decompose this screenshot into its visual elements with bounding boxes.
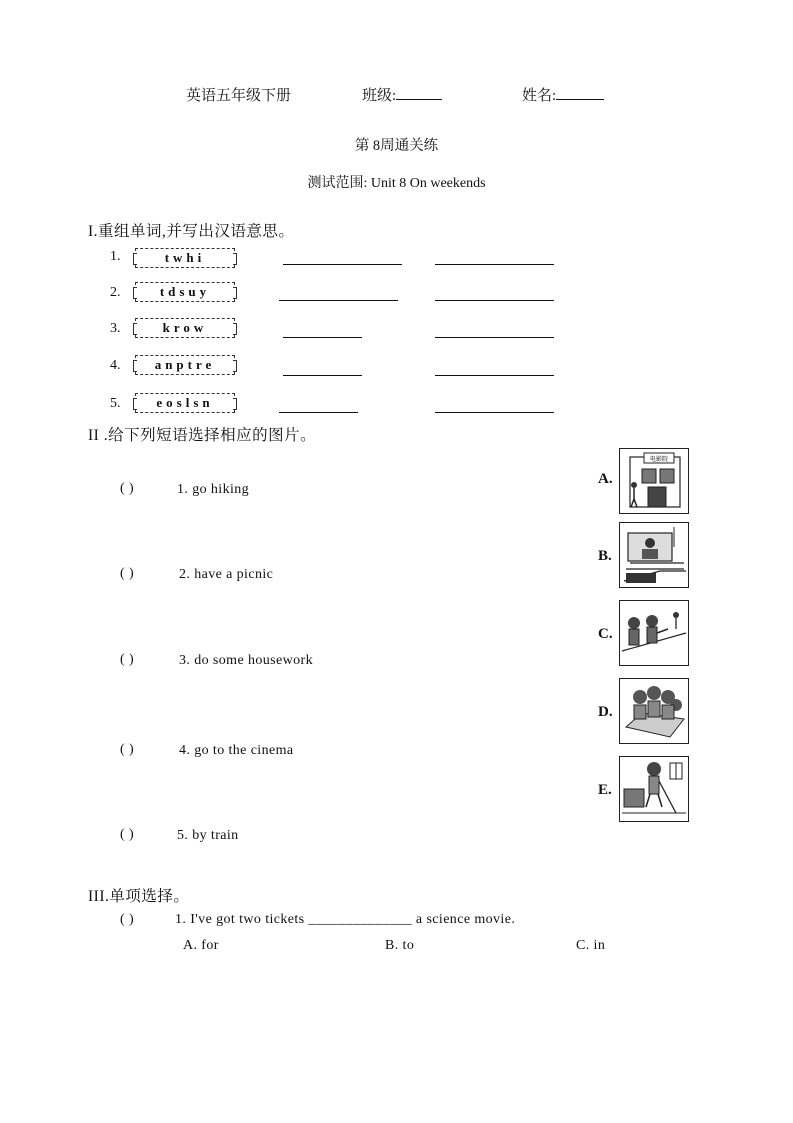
section1-heading: I.重组单词,并写出汉语意思。	[88, 223, 295, 240]
item-number: 5.	[110, 396, 121, 411]
phrase-text: 1. go hiking	[177, 482, 250, 497]
letter-box: tdsuy	[135, 282, 235, 302]
answer-line-word[interactable]	[283, 375, 362, 376]
option-label-c: C.	[598, 626, 613, 642]
answer-line-meaning[interactable]	[435, 300, 554, 301]
option-label-b: B.	[598, 548, 612, 564]
answer-paren[interactable]: ( )	[120, 827, 135, 842]
section3-heading: III.单项选择。	[88, 888, 190, 905]
phrase-text: 2. have a picnic	[179, 567, 274, 582]
letter-box: anptre	[135, 355, 235, 375]
housework-picture	[619, 756, 689, 822]
letter-box: twhi	[135, 248, 235, 268]
question-text: 1. I've got two tickets ______________ a science movie.	[175, 912, 516, 927]
name-label: 姓名:	[522, 88, 557, 104]
class-blank[interactable]	[396, 85, 442, 100]
item-number: 2.	[110, 285, 121, 300]
option-label-d: D.	[598, 704, 613, 720]
item-number: 3.	[110, 321, 121, 336]
option-label-a: A.	[598, 471, 613, 487]
hiking-icon	[620, 601, 688, 665]
answer-paren[interactable]: ( )	[120, 481, 135, 496]
choice-c[interactable]: C. in	[576, 938, 606, 953]
answer-line-meaning[interactable]	[435, 375, 554, 376]
class-field	[362, 84, 442, 105]
option-label-e: E.	[598, 782, 612, 798]
book-title: 英语五年级下册	[186, 88, 292, 104]
picnic-icon	[620, 679, 688, 743]
choice-a[interactable]: A. for	[183, 938, 219, 953]
answer-line-meaning[interactable]	[435, 264, 554, 265]
answer-line-word[interactable]	[279, 412, 358, 413]
name-blank[interactable]	[556, 85, 604, 100]
answer-line-word[interactable]	[283, 264, 402, 265]
answer-paren[interactable]: ( )	[120, 566, 135, 581]
answer-line-word[interactable]	[283, 337, 362, 338]
answer-line-meaning[interactable]	[435, 412, 554, 413]
answer-paren[interactable]: ( )	[120, 912, 135, 927]
answer-line-meaning[interactable]	[435, 337, 554, 338]
housework-icon	[620, 757, 688, 821]
letter-box: krow	[135, 318, 235, 338]
answer-paren[interactable]: ( )	[120, 742, 135, 757]
item-number: 4.	[110, 358, 121, 373]
section2-heading: II .给下列短语选择相应的图片。	[88, 427, 317, 444]
train-picture	[619, 522, 689, 588]
cinema-sign-text: 电影院	[649, 456, 669, 463]
item-number: 1.	[110, 249, 121, 264]
choice-b[interactable]: B. to	[385, 938, 415, 953]
cinema-picture	[619, 448, 689, 514]
hiking-picture	[619, 600, 689, 666]
phrase-text: 3. do some housework	[179, 653, 313, 668]
name-field	[522, 84, 604, 105]
picnic-picture	[619, 678, 689, 744]
answer-paren[interactable]: ( )	[120, 652, 135, 667]
letter-box: eoslsn	[135, 393, 235, 413]
test-scope: 测试范围: Unit 8 On weekends	[307, 176, 486, 191]
class-label: 班级:	[362, 88, 397, 104]
cinema-icon	[620, 449, 688, 513]
train-icon	[620, 523, 688, 587]
page-title: 第 8周通关练	[354, 138, 439, 154]
answer-line-word[interactable]	[279, 300, 398, 301]
phrase-text: 5. by train	[177, 828, 239, 843]
phrase-text: 4. go to the cinema	[179, 743, 294, 758]
